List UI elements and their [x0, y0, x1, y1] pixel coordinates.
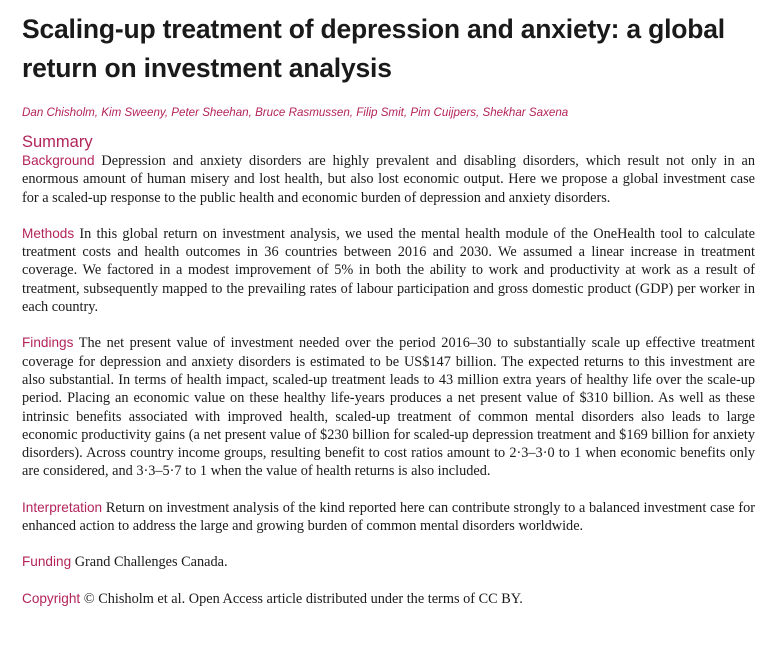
- background-label: Background: [22, 153, 95, 168]
- funding-section: [22, 553, 755, 571]
- interpretation-label: Interpretation: [22, 499, 103, 515]
- article-title: Scaling-up treatment of depression and anxiety: a global return on investment analysis: [22, 14, 725, 83]
- summary-heading: Summary: [22, 133, 93, 151]
- copyright-text: © Chisholm et al. Open Access article distributed under the terms of CC BY.: [83, 590, 523, 607]
- copyright-section: [22, 590, 755, 608]
- interpretation-text: Return on investment analysis of the kind reported here can contribute strongly to a balanced investment case for enhanced action to address the large and growing burden of common mental disorders worldwide.: [22, 499, 755, 535]
- findings-label: Findings: [22, 335, 74, 351]
- funding-text: Grand Challenges Canada.: [74, 554, 228, 571]
- methods-label: Methods: [22, 225, 75, 241]
- methods-section: [22, 225, 755, 316]
- findings-text: The net present value of investment needed over the period 2016–30 to substantially scale up effective treatment coverage for depression and anxiety disorders is estimated to be US$147 billion. The expected returns to this investment are also substantial. In terms of health impact, scaled-up treatment leads to 43 million extra years of healthy life over the scale-up period. Placing an economic value on these healthy life-years produces a net present value of $310 billion. As well as these intrinsic benefits associated with improved health, scaled-up treatment of common mental disorders also leads to large economic productivity gains (a net present value of $230 billion for scaled-up depression treatment and $169 billion for anxiety disorders). Across country income groups, resulting benefit to cost ratios amount to 2·3–3·0 to 1 when economic benefits only are considered, and 3·3–5·7 to 1 when the value of health returns is also included.: [22, 335, 755, 480]
- funding-label: Funding: [22, 554, 72, 570]
- background-text: Depression and anxiety disorders are highly prevalent and disabling disorders, which result not only in an enormous amount of human misery and lost health, but also lost economic output. Here we propose a global investment case for a scaled-up response to the public health and economic burden of depression and anxiety disorders.: [22, 153, 755, 206]
- author-list: Dan Chisholm, Kim Sweeny, Peter Sheehan, Bruce Rasmussen, Filip Smit, Pim Cuijpers, Shekhar Saxena: [22, 106, 569, 119]
- copyright-label: Copyright: [22, 590, 81, 606]
- interpretation-section: [22, 499, 755, 536]
- findings-section: [22, 334, 755, 480]
- background-section: [22, 152, 755, 207]
- methods-text: In this global return on investment analysis, we used the mental health module of the OneHealth tool to calculate treatment costs and health outcomes in 36 countries between 2016 and 2030. We assumed a linear increase in treatment coverage. We factored in a modest improvement of 5% in both the ability to work and productivity at work as a result of treatment, subsequently mapped to the prevailing rates of labour participation and gross domestic product (GDP) per worker in each country.: [22, 225, 756, 316]
- article: [22, 10, 755, 608]
